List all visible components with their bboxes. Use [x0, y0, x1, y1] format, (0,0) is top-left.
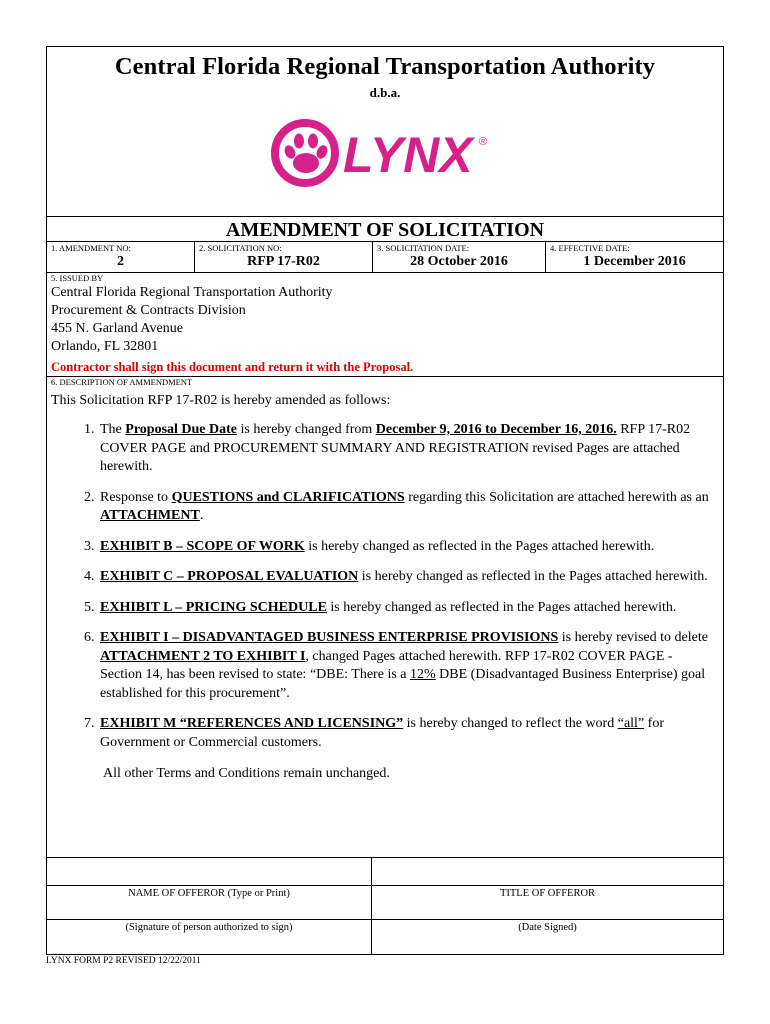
name-caption: NAME OF OFFEROR (Type or Print): [47, 886, 372, 920]
list-item: 5. EXHIBIT L – PRICING SCHEDULE is hereby changed as reflected in the Pages attached herewith.: [98, 599, 715, 618]
signature-caption[interactable]: (Signature of person authorized to sign): [47, 920, 372, 954]
address-line: Orlando, FL 32801: [51, 339, 159, 354]
signature-row-3: [47, 920, 723, 954]
amendment-no-field: [47, 242, 195, 272]
list-item: 3. EXHIBIT B – SCOPE OF WORK is hereby changed as reflected in the Pages attached herewith.: [98, 538, 715, 557]
logo-text: LYNX: [343, 127, 473, 183]
description-intro: This Solicitation RFP 17-R02 is hereby amended as follows:: [51, 393, 391, 408]
field-label: 1. AMENDMENT NO:: [51, 243, 131, 253]
signature-row-2: [47, 886, 723, 920]
dba-label: d.b.a.: [369, 85, 401, 100]
title-caption: TITLE OF OFFEROR: [372, 886, 723, 920]
paw-icon: [275, 123, 335, 183]
field-label: 4. EFFECTIVE DATE:: [550, 243, 630, 253]
list-item: 2. Response to QUESTIONS and CLARIFICATIONS regarding this Solicitation are attached herewith as an ATTACHMENT.: [98, 489, 715, 526]
description-label: 6. DESCRIPTION OF AMMENDMENT: [51, 377, 193, 387]
list-item: 7. EXHIBIT M “REFERENCES AND LICENSING” is hereby changed to reflect the word “all” for Government or Commercial customers.: [98, 715, 715, 752]
form-header: [47, 53, 723, 217]
lynx-logo: [269, 115, 499, 195]
list-item: 6. EXHIBIT I – DISADVANTAGED BUSINESS ENTERPRISE PROVISIONS is hereby revised to delete ATTACHMENT 2 TO EXHIBIT I, changed Pages attached herewith. RFP 17-R02 COVER PAGE - Section 14, has been revised to state: “DBE: There is a 12% DBE (Disadvantaged Business Enterprise) goal established for this procurement”.: [98, 629, 715, 703]
field-value: 2: [117, 254, 124, 269]
list-item: 1. The Proposal Due Date is hereby changed from December 9, 2016 to December 16, 2016. RFP 17-R02 COVER PAGE and PROCUREMENT SUMMARY AND REGISTRATION revised Pages are attached herewith.: [98, 421, 715, 477]
field-label: 2. SOLICITATION NO:: [199, 243, 282, 253]
field-value: 1 December 2016: [583, 254, 686, 269]
date-caption[interactable]: (Date Signed): [518, 922, 577, 933]
offeror-name-field[interactable]: [47, 858, 372, 886]
closing-statement: All other Terms and Conditions remain unchanged.: [103, 766, 390, 781]
list-item: 4. EXHIBIT C – PROPOSAL EVALUATION is hereby changed as reflected in the Pages attached herewith.: [98, 568, 715, 587]
return-notice: Contractor shall sign this document and return it with the Proposal.: [51, 360, 414, 374]
registered-mark: ®: [479, 136, 488, 148]
issuer-address: [47, 284, 723, 356]
form-footer: LYNX FORM P2 REVISED 12/22/2011: [46, 956, 201, 966]
description-section: [47, 377, 723, 858]
field-value: RFP 17-R02: [247, 254, 320, 269]
amendment-form: [46, 46, 724, 955]
organization-name: Central Florida Regional Transportation Authority: [114, 53, 656, 80]
address-line: Procurement & Contracts Division: [51, 303, 246, 318]
issued-by-section: [47, 273, 723, 377]
amendment-list: [47, 421, 723, 752]
solicitation-no-field: [195, 242, 373, 272]
solicitation-date-field: [373, 242, 546, 272]
amendment-fields: [47, 242, 723, 273]
form-title: AMENDMENT OF SOLICITATION: [47, 217, 723, 242]
field-value: 28 October 2016: [410, 254, 508, 269]
signature-row-1: [47, 858, 723, 886]
effective-date-field: [546, 242, 723, 272]
field-label: 3. SOLICITATION DATE:: [377, 243, 470, 253]
issued-by-label: 5. ISSUED BY: [51, 273, 104, 283]
address-line: Central Florida Regional Transportation Authority: [51, 285, 333, 300]
address-line: 455 N. Garland Avenue: [51, 321, 183, 336]
offeror-title-field[interactable]: [372, 858, 723, 886]
